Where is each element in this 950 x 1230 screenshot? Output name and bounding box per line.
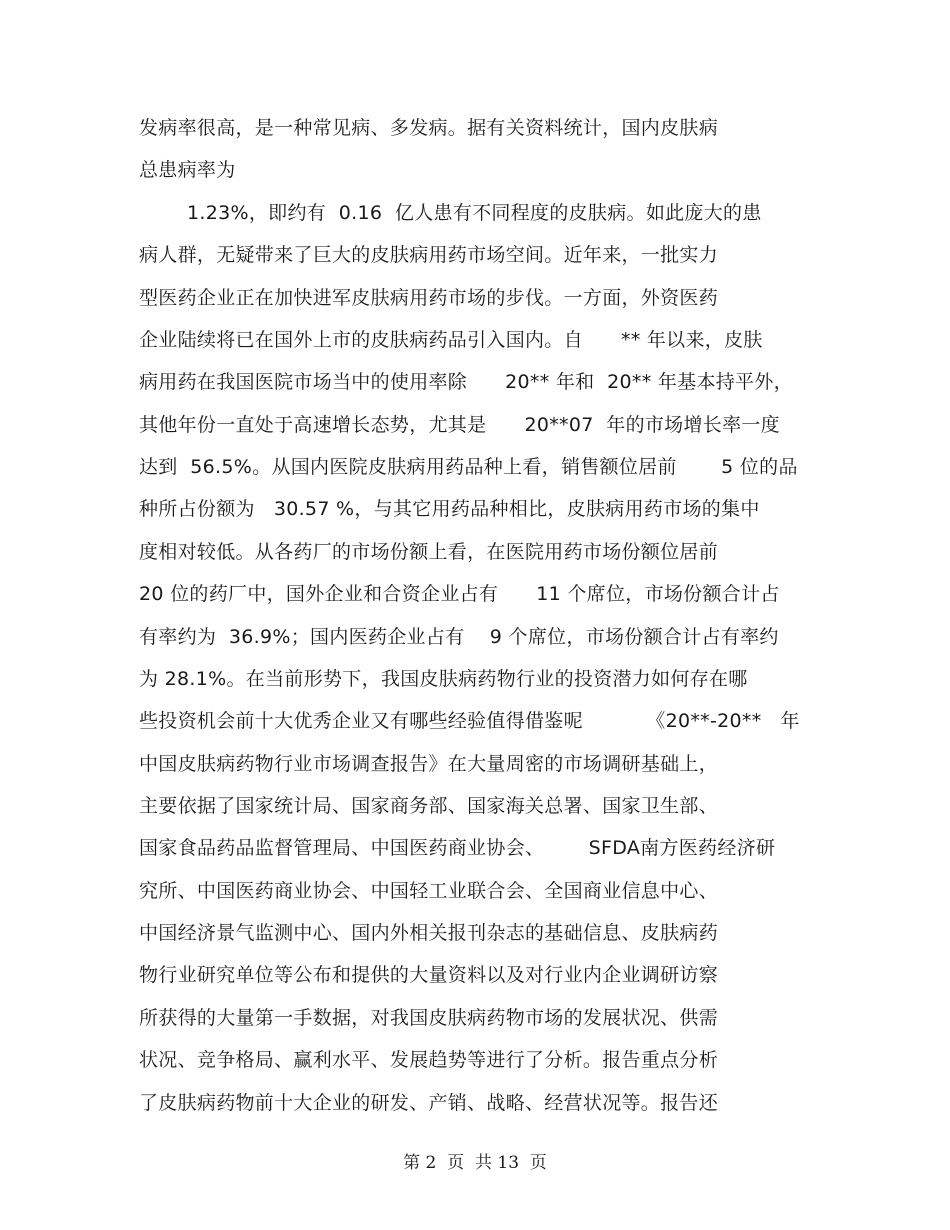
body-text-line: 中国经济景气监测中心、国内外相关报刊杂志的基础信息、皮肤病药 — [139, 922, 719, 944]
body-text-line: 究所、中国医药商业协会、中国轻工业联合会、全国商业信息中心、 — [139, 880, 719, 902]
body-text-line: 达到 56.5%。从国内医院皮肤病用药品种上看，销售额位居前 5 位的品 — [139, 456, 798, 478]
body-text-line: 1.23%，即约有 0.16 亿人患有不同程度的皮肤病。如此庞大的患 — [187, 202, 762, 224]
body-text-line: 所获得的大量第一手数据，对我国皮肤病药物市场的发展状况、供需 — [139, 1007, 719, 1029]
body-text-line: 种所占份额为 30.57 %，与其它用药品种相比，皮肤病用药市场的集中 — [139, 498, 760, 520]
body-text-line: 状况、竞争格局、赢利水平、发展趋势等进行了分析。报告重点分析 — [139, 1049, 719, 1071]
body-text-line: 有率约为 36.9%；国内医药企业占有 9 个席位，市场份额合计占有率约 — [139, 626, 779, 648]
body-text-line: 型医药企业正在加快进军皮肤病用药市场的步伐。一方面，外资医药 — [139, 287, 719, 309]
body-text-line: 国家食品药品监督管理局、中国医药商业协会、 SFDA南方医药经济研 — [139, 837, 776, 859]
body-text-line: 些投资机会前十大优秀企业又有哪些经验值得借鉴呢 《20**-20** 年 — [139, 710, 800, 732]
body-text-line: 度相对较低。从各药厂的市场份额上看，在医院用药市场份额位居前 — [139, 541, 719, 563]
body-text-line: 总患病率为 — [139, 159, 236, 181]
body-text-line: 发病率很高，是一种常见病、多发病。据有关资料统计，国内皮肤病 — [139, 117, 719, 139]
body-text-line: 其他年份一直处于高速增长态势，尤其是 20**07 年的市场增长率一度 — [139, 414, 780, 436]
body-text-line: 主要依据了国家统计局、国家商务部、国家海关总署、国家卫生部、 — [139, 795, 719, 817]
body-text-line: 20 位的药厂中，国外企业和合资企业占有 11 个席位，市场份额合计占 — [139, 583, 780, 605]
body-text-line: 中国皮肤病药物行业市场调查报告》在大量周密的市场调研基础上， — [139, 753, 719, 775]
body-text-line: 物行业研究单位等公布和提供的大量资料以及对行业内企业调研访察 — [139, 964, 719, 986]
body-text-line: 病用药在我国医院市场当中的使用率除 20** 年和 20** 年基本持平外， — [139, 371, 793, 393]
body-text-line: 了皮肤病药物前十大企业的研发、产销、战略、经营状况等。报告还 — [139, 1092, 719, 1114]
body-text-line: 为 28.1%。在当前形势下，我国皮肤病药物行业的投资潜力如何存在哪 — [139, 668, 748, 690]
body-text-line: 病人群，无疑带来了巨大的皮肤病用药市场空间。近年来，一批实力 — [139, 244, 719, 266]
page-number-footer: 第 2 页 共 13 页 — [403, 1153, 547, 1173]
body-text-line: 企业陆续将已在国外上市的皮肤病药品引入国内。自 ** 年以来，皮肤 — [139, 329, 763, 351]
